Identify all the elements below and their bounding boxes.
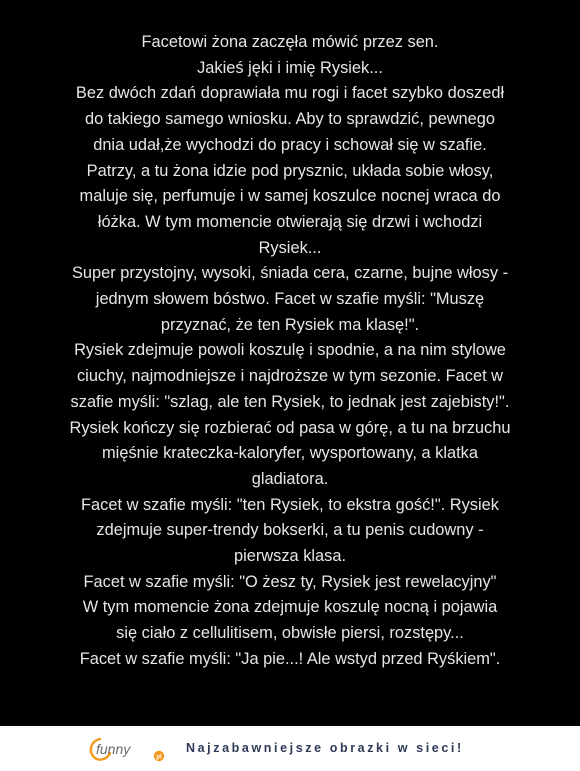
story-line: mięśnie krateczka-kaloryfer, wysportowany, a klatka: [102, 444, 478, 463]
story-line: zdejmuje super-trendy bokserki, a tu penis cudowny -: [96, 521, 484, 540]
funny-logo[interactable]: [86, 735, 170, 763]
story-line: szafie myśli: "szlag, ale ten Rysiek, to jednak jest zajebisty!".: [70, 392, 510, 411]
story-line: W tym momencie żona zdejmuje koszulę nocną i pojawia: [82, 598, 498, 617]
story-line: przyznać, że ten Rysiek ma klasę!".: [160, 315, 420, 334]
story-line: Rysiek...: [258, 238, 322, 257]
story-line: Bez dwóch zdań doprawiała mu rogi i facet szybko doszedł: [75, 84, 505, 103]
story-line: Facet w szafie myśli: "O żesz ty, Rysiek jest rewelacyjny": [83, 572, 497, 591]
footer-bar: [0, 726, 580, 771]
story-line: Facetowi żona zaczęła mówić przez sen.: [141, 33, 439, 51]
footer-tagline: Najzabawniejsze obrazki w sieci!: [186, 741, 464, 755]
story-line: jednym słowem bóstwo. Facet w szafie myśli: "Muszę: [95, 290, 485, 309]
story-line: maluje się, perfumuje i w samej koszulce nocnej wraca do: [79, 187, 501, 206]
logo-badge-text: pl: [156, 754, 162, 761]
story-line: Jakieś jęki i imię Rysiek...: [197, 58, 383, 77]
story-line: pierwsza klasa.: [233, 547, 347, 566]
story-line: ciuchy, najmodniejsze i najdroższe w tym sezonie. Facet w: [76, 367, 504, 386]
story-line: dnia udał,że wychodzi do pracy i schował się w szafie.: [93, 135, 487, 154]
story-line: Patrzy, a tu żona idzie pod prysznic, układa sobie włosy,: [86, 161, 494, 180]
story-line: gladiatora.: [251, 469, 329, 488]
story-line: Rysiek kończy się rozbierać od pasa w górę, a tu na brzuchu: [69, 418, 511, 437]
logo-text: funny: [96, 741, 131, 757]
story-line: Rysiek zdejmuje powoli koszulę i spodnie, a na nim stylowe: [74, 341, 506, 360]
story-line: do takiego samego wniosku. Aby to sprawdzić, pewnego: [84, 110, 495, 129]
story-line: się ciało z cellulitisem, obwisłe piersi, rozstępy...: [116, 624, 464, 643]
story-text: [0, 30, 580, 673]
story-line: Facet w szafie myśli: "Ja pie...! Ale wstyd przed Ryśkiem".: [79, 649, 501, 668]
story-line: Facet w szafie myśli: "ten Rysiek, to ekstra gość!". Rysiek: [81, 495, 499, 514]
story-line: łóżka. W tym momencie otwierają się drzwi i wchodzi: [97, 212, 483, 231]
story-line: Super przystojny, wysoki, śniada cera, czarne, bujne włosy -: [71, 264, 509, 283]
